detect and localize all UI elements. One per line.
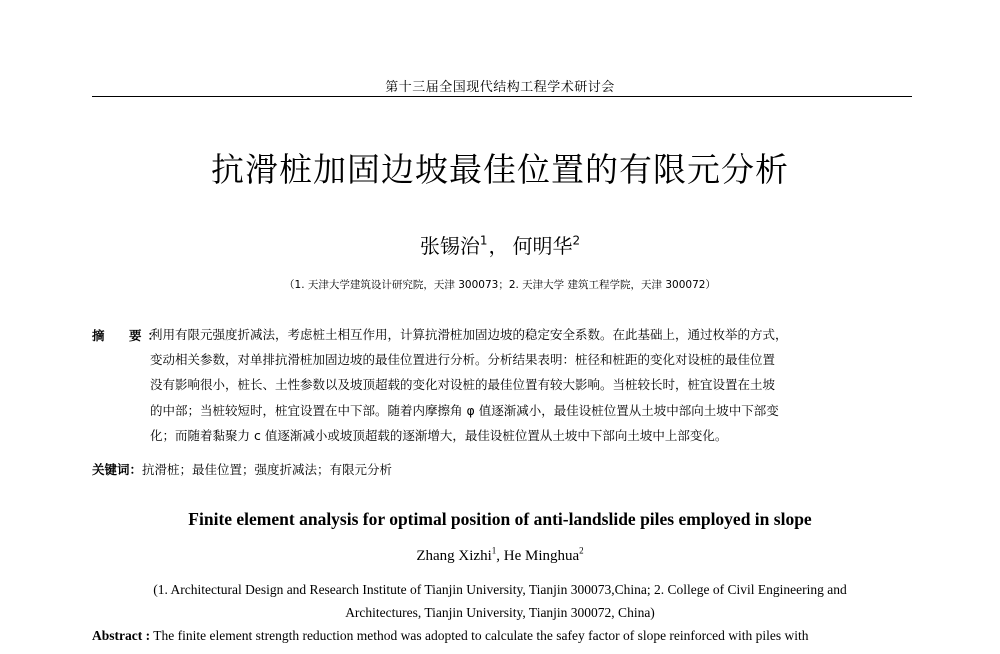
chinese-keywords: [92, 460, 392, 478]
chinese-abstract-line: 利用有限元强度折减法，考虑桩土相互作用，计算抗滑桩加固边坡的稳定安全系数。在此基础上，通过枚举的方式，: [150, 327, 788, 342]
chinese-affiliation: （1. 天津大学建筑设计研究院，天津 300073；2. 天津大学 建筑工程学院，天津 300072）: [284, 279, 716, 291]
chinese-abstract-line: 变动相关参数，对单排抗滑桩加固边坡的最佳位置进行分析。分析结果表明：桩径和桩距的变化对设桩的最佳位置: [150, 352, 776, 368]
english-abstract-label: Abstract :: [92, 628, 151, 643]
chinese-keywords-text: 抗滑桩；最佳位置；强度折减法；有限元分析: [142, 462, 393, 477]
english-affiliation: [0, 578, 1000, 624]
chinese-authors: [0, 230, 1000, 259]
english-title: Finite element analysis for optimal position of anti-landslide piles employed in slope: [188, 509, 812, 529]
chinese-abstract-line: 的中部；当桩较短时，桩宜设置在中下部。随着内摩擦角 φ 值逐渐减小，最佳设桩位置从土坡中部向土坡中下部变: [150, 402, 779, 418]
chinese-abstract-body: [150, 326, 915, 452]
chinese-keywords-label: 关键词：: [92, 462, 143, 477]
author-1-en: Zhang Xizhi: [416, 548, 492, 564]
english-affiliation-line-2: Architectures, Tianjin University, Tianjin 300072, China): [345, 605, 655, 620]
chinese-abstract-label: 摘 要：: [92, 328, 167, 343]
author-separator-en: ,: [496, 548, 504, 564]
author-separator-cn: ，: [488, 234, 509, 258]
english-authors: [0, 545, 1000, 565]
running-header: 第十三届全国现代结构工程学术研讨会: [385, 80, 615, 95]
english-affiliation-line-1: (1. Architectural Design and Research Institute of Tianjin University, Tianjin 300073,China; 2. College of Civil Engineering and: [153, 582, 847, 597]
author-2-en-affil-mark: 2: [579, 545, 584, 556]
author-1-en-affil-mark: 1: [491, 545, 497, 556]
header-rule: [92, 96, 912, 97]
chinese-abstract-line: 没有影响很小，桩长、土性参数以及坡顶超载的变化对设桩的最佳位置有较大影响。当桩较长时，桩宜设置在土坡: [150, 377, 776, 393]
chinese-abstract-line: 化；而随着黏聚力 c 值逐渐减小或坡顶超载的逐渐增大，最佳设桩位置从土坡中下部向土坡中上部变化。: [150, 427, 728, 443]
english-abstract: [92, 628, 912, 644]
chinese-title: 抗滑桩加固边坡最佳位置的有限元分析: [211, 150, 789, 189]
author-2-cn-affil-mark: 2: [572, 233, 581, 248]
author-1-cn-affil-mark: 1: [479, 233, 488, 248]
author-2-cn: 何明华: [512, 234, 573, 258]
author-1-cn: 张锡治: [419, 234, 480, 258]
author-2-en: He Minghua: [503, 548, 580, 564]
english-abstract-text: The finite element strength reduction method was adopted to calculate the safey factor of slope reinforced with piles with: [153, 628, 809, 643]
